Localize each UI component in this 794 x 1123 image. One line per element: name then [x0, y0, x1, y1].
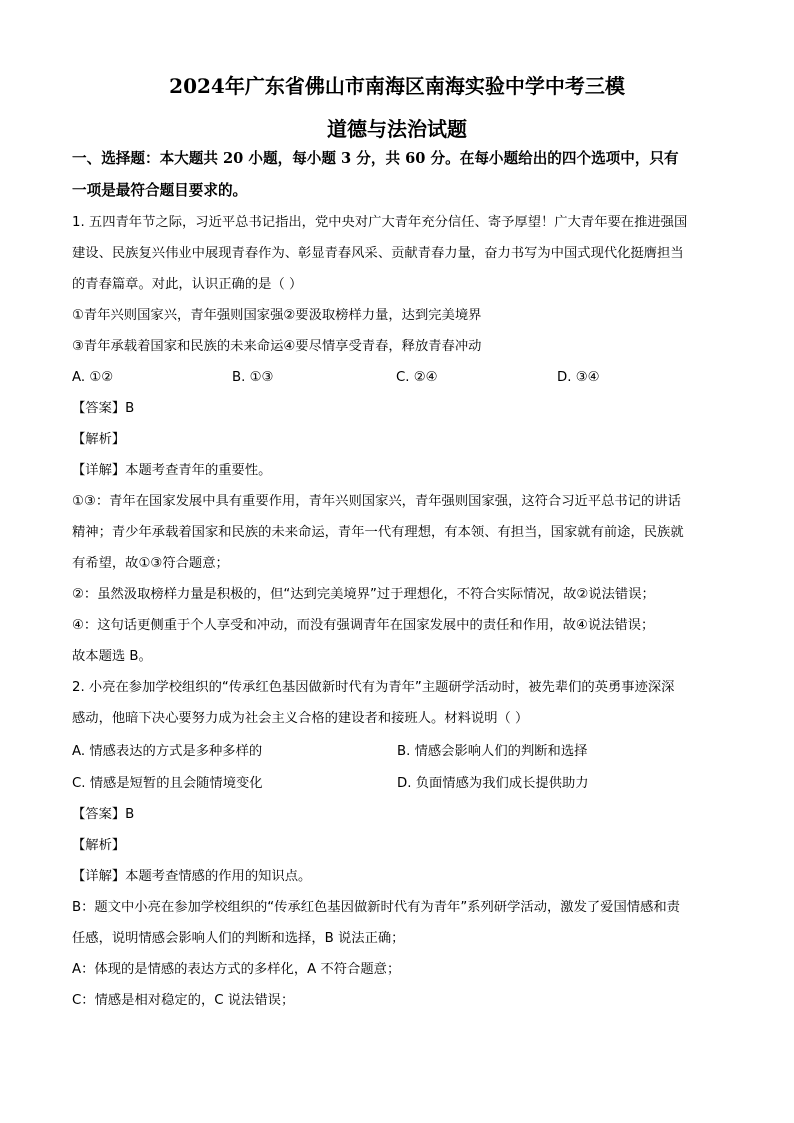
q2-detail-line: A：体现的是情感的表达方式的多样化，A 不符合题意；	[72, 962, 401, 977]
q1-stem-line: 1. 五四青年节之际，习近平总书记指出，党中央对广大青年充分信任、寄予厚望！广大青年要在推进强国	[72, 215, 688, 230]
q1-item-line: ①青年兴则国家兴，青年强则国家强②要汲取榜样力量，达到完美境界	[72, 308, 482, 323]
q1-answer: 【答案】B	[72, 401, 135, 416]
q1-detail-line: 故本题选 B。	[72, 649, 152, 664]
q1-option-d: D. ③④	[557, 370, 600, 385]
q1-detail-line: ④：这句话更侧重于个人享受和冲动，而没有强调青年在国家发展中的责任和作用，故④说法错误；	[72, 618, 655, 633]
q2-detail-line: B：题文中小亮在参加学校组织的“传承红色基因做新时代有为青年”系列研学活动，激发了爱国情感和责	[72, 900, 680, 915]
q1-stem-line: 建设、民族复兴伟业中展现青春作为、彰显青春风采、贡献青春力量，奋力书写为中国式现代化挺膺担当	[72, 246, 684, 261]
q1-option-c: C. ②④	[396, 370, 438, 385]
q1-analysis-label: 【解析】	[72, 432, 126, 447]
q1-detail-line: 精神；青少年承载着国家和民族的未来命运，青年一代有理想，有本领、有担当，国家就有前途，民族就	[72, 525, 684, 540]
q1-option-a: A. ①②	[72, 370, 114, 385]
q2-detail-line: 【详解】本题考查情感的作用的知识点。	[72, 869, 312, 884]
q1-detail-line: 有希望，故①③符合题意；	[72, 556, 229, 571]
q2-stem-line: 感动，他暗下决心要努力成为社会主义合格的建设者和接班人。材料说明（ ）	[72, 711, 529, 726]
q1-detail-line: ①③：青年在国家发展中具有重要作用，青年兴则国家兴，青年强则国家强，这符合习近平总书记的讲话	[72, 494, 681, 509]
section-heading-line-1: 一、选择题：本大题共 20 小题，每小题 3 分，共 60 分。在每小题给出的四个选项中，只有	[72, 150, 679, 167]
q1-stem-line: 的青春篇章。对此，认识正确的是（ ）	[72, 277, 303, 292]
section-heading-line-2: 一项是最符合题目要求的。	[72, 182, 248, 199]
document-title: 2024年广东省佛山市南海区南海实验中学中考三模	[169, 74, 625, 98]
q2-option-a: A. 情感表达的方式是多种多样的	[72, 744, 263, 759]
q1-detail-line: 【详解】本题考查青年的重要性。	[72, 463, 272, 478]
q2-detail-line: 任感，说明情感会影响人们的判断和选择，B 说法正确；	[72, 931, 405, 946]
q2-stem-line: 2. 小亮在参加学校组织的“传承红色基因做新时代有为青年”主题研学活动时，被先辈们的英勇事迹深深	[72, 680, 675, 695]
q2-option-c: C. 情感是短暂的且会随情境变化	[72, 776, 263, 791]
q2-detail-line: C：情感是相对稳定的，C 说法错误；	[72, 993, 295, 1008]
q1-detail-line: ②：虽然汲取榜样力量是积极的，但“达到完美境界”过于理想化，不符合实际情况，故②说法错误；	[72, 587, 655, 602]
q2-analysis-label: 【解析】	[72, 838, 126, 853]
document-subtitle: 道德与法治试题	[327, 117, 467, 141]
q2-option-d: D. 负面情感为我们成长提供助力	[397, 776, 589, 791]
q1-item-line: ③青年承载着国家和民族的未来命运④要尽情享受青春，释放青春冲动	[72, 339, 482, 354]
q2-answer: 【答案】B	[72, 807, 135, 822]
q2-option-b: B. 情感会影响人们的判断和选择	[397, 744, 588, 759]
q1-option-b: B. ①③	[232, 370, 274, 385]
